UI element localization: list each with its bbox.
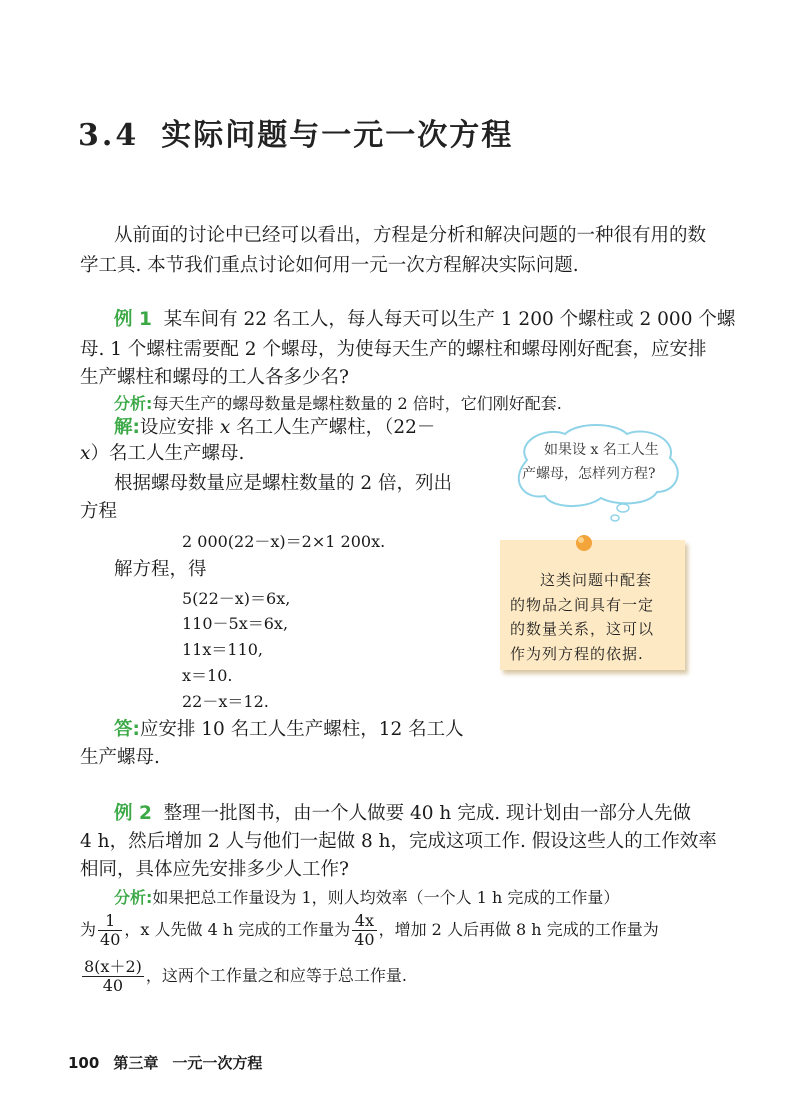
a3-post: ，这两个工作量之和应等于总工作量. bbox=[145, 966, 407, 985]
intro-line-1: 从前面的讨论中已经可以看出，方程是分析和解决问题的一种很有用的数 bbox=[114, 225, 707, 246]
solution-label: 解: bbox=[114, 417, 140, 438]
solution-text-a: 设应安排 bbox=[139, 417, 214, 438]
note-line-1: 这类问题中配套 bbox=[540, 571, 653, 589]
step-4: x＝10. bbox=[182, 666, 233, 685]
note-text bbox=[510, 568, 654, 666]
fraction-2 bbox=[352, 912, 376, 949]
a2-mid: ，x 人先做 4 h 完成的工作量为 bbox=[124, 920, 351, 939]
solution-text-b: 名工人生产螺柱，（22－ bbox=[236, 417, 436, 438]
frac3-den: 40 bbox=[102, 976, 124, 995]
answer-label: 答: bbox=[114, 719, 140, 740]
chapter-label: 第三章 bbox=[113, 1054, 159, 1072]
step-5: 22－x＝12. bbox=[182, 692, 269, 711]
solution-text-c: ）名工人生产螺母. bbox=[90, 443, 245, 464]
example2-analysis-line-2 bbox=[80, 912, 659, 949]
cloud-line-1: 如果设 x 名工人生 bbox=[544, 442, 659, 458]
frac1-num: 1 bbox=[98, 912, 122, 931]
var-x: x bbox=[80, 443, 91, 464]
a2-pre: 为 bbox=[80, 920, 97, 939]
analysis-label: 分析: bbox=[114, 394, 153, 413]
a2-post: ，增加 2 人后再做 8 h 完成的工作量为 bbox=[378, 920, 659, 939]
page-number: 100 bbox=[68, 1054, 100, 1072]
example2-line-3: 相同，具体应先安排多少人工作? bbox=[80, 859, 349, 880]
example2-analysis bbox=[114, 884, 619, 912]
cloud-line-2: 产螺母，怎样列方程? bbox=[522, 466, 656, 482]
frac2-num: 4x bbox=[352, 912, 376, 931]
example2-label: 例 2 bbox=[114, 803, 152, 824]
step-2: 110－5x＝6x, bbox=[182, 614, 289, 633]
fraction-1 bbox=[98, 912, 122, 949]
section-number: 3.4 bbox=[78, 118, 140, 153]
answer-line-1 bbox=[114, 716, 464, 744]
example2-line-1 bbox=[114, 800, 691, 828]
solve-label: 解方程，得 bbox=[114, 559, 207, 580]
step-3: 11x＝110, bbox=[182, 640, 264, 659]
pushpin-icon bbox=[572, 532, 596, 556]
page-footer bbox=[68, 1052, 276, 1073]
example1-label: 例 1 bbox=[114, 309, 152, 330]
analysis-text: 每天生产的螺母数量是螺柱数量的 2 倍时，它们刚好配套. bbox=[152, 394, 562, 413]
example1-line-2: 母. 1 个螺柱需要配 2 个螺母，为使每天生产的螺柱和螺母刚好配套，应安排 bbox=[80, 339, 707, 360]
note-line-2: 的物品之间具有一定 bbox=[510, 595, 655, 614]
example1-text-1: 某车间有 22 名工人，每人每天可以生产 1 200 个螺柱或 2 000 个螺 bbox=[163, 309, 736, 330]
note-line-4: 作为列方程的依据. bbox=[510, 644, 644, 663]
answer-line-2: 生产螺母. bbox=[80, 747, 160, 768]
step-1: 5(22－x)＝6x, bbox=[182, 589, 291, 608]
solution-line-3: 根据螺母数量应是螺柱数量的 2 倍，列出 bbox=[114, 473, 453, 494]
frac3-num: 8(x＋2) bbox=[84, 957, 142, 976]
frac1-den: 40 bbox=[100, 930, 121, 949]
example1-line-3: 生产螺柱和螺母的工人各多少名? bbox=[80, 367, 349, 388]
solution-line-2 bbox=[80, 440, 244, 468]
section-title bbox=[78, 110, 513, 154]
example2-text-1: 整理一批图书，由一个人做要 40 h 完成. 现计划由一部分人先做 bbox=[163, 803, 691, 824]
section-title-text: 实际问题与一元一次方程 bbox=[161, 118, 514, 153]
example2-analysis-line-3 bbox=[80, 958, 407, 995]
frac2-den: 40 bbox=[354, 930, 375, 949]
solution-line-1 bbox=[114, 414, 435, 442]
example2-line-2: 4 h，然后增加 2 人与他们一起做 8 h，完成这项工作. 假设这些人的工作效率 bbox=[80, 831, 717, 852]
solution-line-4: 方程 bbox=[80, 501, 118, 522]
intro-line-2: 学工具. 本节我们重点讨论如何用一元一次方程解决实际问题. bbox=[80, 255, 579, 276]
equation: 2 000(22－x)＝2×1 200x. bbox=[182, 532, 386, 551]
cloud-text bbox=[522, 438, 659, 486]
note-line-3: 的数量关系，这可以 bbox=[510, 620, 655, 638]
var-x: x bbox=[219, 417, 231, 438]
chapter-title: 一元一次方程 bbox=[172, 1054, 263, 1072]
example2-analysis-text: 如果把总工作量设为 1，则人均效率（一个人 1 h 完成的工作量） bbox=[152, 888, 620, 907]
answer-text: 应安排 10 名工人生产螺柱，12 名工人 bbox=[139, 719, 464, 740]
example2-analysis-label: 分析: bbox=[114, 888, 153, 907]
fraction-3 bbox=[82, 958, 144, 995]
example1-line-1 bbox=[114, 306, 735, 334]
